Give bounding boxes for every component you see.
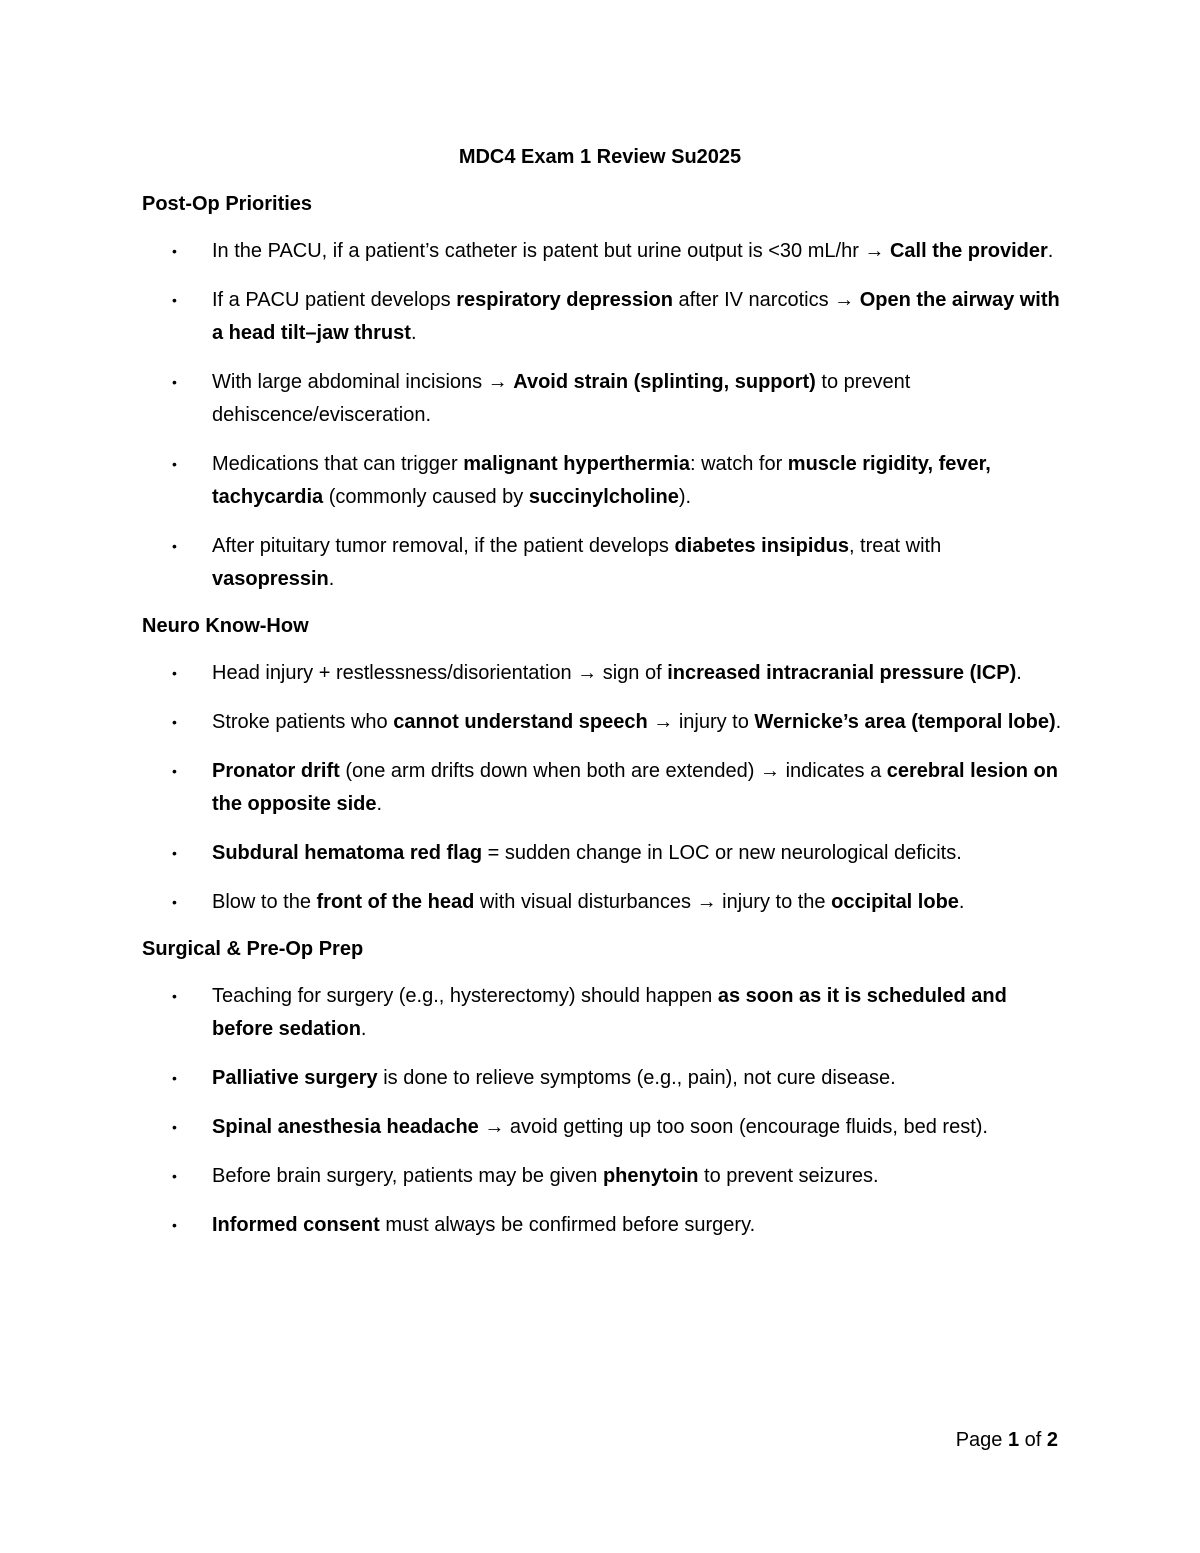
bullet-icon: • bbox=[172, 763, 177, 779]
emphasis-text: Informed consent bbox=[212, 1214, 380, 1236]
document-body bbox=[142, 190, 1062, 1258]
list-item bbox=[142, 1209, 1062, 1242]
list-item bbox=[142, 1062, 1062, 1095]
bullet-list bbox=[142, 235, 1062, 596]
emphasis-text: as soon as it is scheduled and before sedation bbox=[212, 985, 1007, 1040]
bullet-icon: • bbox=[172, 665, 177, 681]
list-item bbox=[142, 235, 1062, 268]
emphasis-text: Subdural hematoma red flag bbox=[212, 842, 483, 864]
section-heading: Post-Op Priorities bbox=[142, 193, 313, 215]
body-text: . bbox=[1047, 240, 1054, 262]
list-item bbox=[142, 755, 1062, 821]
emphasis-text: Call the provider bbox=[889, 240, 1048, 262]
body-text: Before brain surgery, patients may be given bbox=[212, 1165, 603, 1187]
body-text: Head injury + restlessness/disorientation → sign of bbox=[212, 662, 668, 684]
body-text: . bbox=[958, 891, 965, 913]
body-text: . bbox=[410, 322, 417, 344]
body-text: : watch for bbox=[689, 453, 788, 475]
bullet-icon: • bbox=[172, 1119, 177, 1135]
list-item bbox=[142, 980, 1062, 1046]
current-page-number: 1 bbox=[1007, 1429, 1020, 1451]
body-text: , treat with bbox=[848, 535, 942, 557]
emphasis-text: phenytoin bbox=[602, 1165, 699, 1187]
emphasis-text: Wernicke’s area (temporal lobe) bbox=[754, 711, 1056, 733]
emphasis-text: Avoid strain (splinting, support) bbox=[513, 371, 816, 393]
body-text: If a PACU patient develops bbox=[212, 289, 457, 311]
list-item bbox=[142, 886, 1062, 919]
body-text: . bbox=[360, 1018, 367, 1040]
bullet-icon: • bbox=[172, 714, 177, 730]
section-heading: Neuro Know-How bbox=[142, 615, 309, 637]
list-item bbox=[142, 284, 1062, 350]
list-item bbox=[142, 448, 1062, 514]
body-text: after IV narcotics → bbox=[672, 289, 860, 311]
list-item bbox=[142, 1160, 1062, 1193]
emphasis-text: vasopressin bbox=[212, 568, 329, 590]
emphasis-text: cerebral lesion on the opposite side bbox=[212, 760, 1058, 815]
body-text: Stroke patients who bbox=[212, 711, 394, 733]
bullet-icon: • bbox=[172, 1168, 177, 1184]
bullet-list bbox=[142, 980, 1062, 1242]
document-title: MDC4 Exam 1 Review Su2025 bbox=[458, 146, 742, 168]
emphasis-text: respiratory depression bbox=[456, 289, 673, 311]
body-text: (one arm drifts down when both are extended) → indicates a bbox=[339, 760, 887, 782]
emphasis-text: occipital lobe bbox=[831, 891, 959, 913]
body-text: . bbox=[328, 568, 335, 590]
emphasis-text: succinylcholine bbox=[528, 486, 679, 508]
emphasis-text: muscle rigidity, fever, tachycardia bbox=[212, 453, 991, 508]
list-item bbox=[142, 1111, 1062, 1144]
bullet-icon: • bbox=[172, 894, 177, 910]
body-text: must always be confirmed before surgery. bbox=[379, 1214, 756, 1236]
list-item bbox=[142, 657, 1062, 690]
bullet-icon: • bbox=[172, 845, 177, 861]
bullet-icon: • bbox=[172, 456, 177, 472]
bullet-icon: • bbox=[172, 374, 177, 390]
emphasis-text: cannot understand speech bbox=[393, 711, 648, 733]
bullet-icon: • bbox=[172, 292, 177, 308]
page-label: Page bbox=[955, 1429, 1008, 1451]
emphasis-text: Spinal anesthesia headache bbox=[212, 1116, 479, 1138]
emphasis-text: Palliative surgery bbox=[212, 1067, 378, 1089]
body-text: = sudden change in LOC or new neurological deficits. bbox=[482, 842, 962, 864]
bullet-icon: • bbox=[172, 1070, 177, 1086]
bullet-icon: • bbox=[172, 243, 177, 259]
total-page-count: 2 bbox=[1046, 1429, 1058, 1451]
body-text: With large abdominal incisions → bbox=[212, 371, 514, 393]
list-item bbox=[142, 366, 1062, 432]
emphasis-text: Open the airway with a head tilt–jaw thrust bbox=[212, 289, 1060, 344]
body-text: → avoid getting up too soon (encourage fluids, bed rest). bbox=[478, 1116, 988, 1138]
body-text: . bbox=[376, 793, 383, 815]
body-text: (commonly caused by bbox=[323, 486, 529, 508]
body-text: is done to relieve symptoms (e.g., pain), not cure disease. bbox=[377, 1067, 896, 1089]
body-text: to prevent seizures. bbox=[698, 1165, 879, 1187]
bullet-icon: • bbox=[172, 1217, 177, 1233]
bullet-list bbox=[142, 657, 1062, 919]
body-text: Teaching for surgery (e.g., hysterectomy) should happen bbox=[212, 985, 718, 1007]
emphasis-text: malignant hyperthermia bbox=[463, 453, 690, 475]
list-item bbox=[142, 530, 1062, 596]
list-item bbox=[142, 837, 1062, 870]
body-text: In the PACU, if a patient’s catheter is patent but urine output is <30 mL/hr → bbox=[212, 240, 890, 262]
body-text: to prevent dehiscence/evisceration. bbox=[212, 371, 911, 426]
section-heading: Surgical & Pre-Op Prep bbox=[142, 938, 364, 960]
body-text: ). bbox=[678, 486, 692, 508]
emphasis-text: front of the head bbox=[316, 891, 475, 913]
bullet-icon: • bbox=[172, 538, 177, 554]
emphasis-text: increased intracranial pressure (ICP) bbox=[667, 662, 1017, 684]
body-text: with visual disturbances → injury to the bbox=[474, 891, 832, 913]
page-of-label: of bbox=[1019, 1429, 1047, 1451]
list-item bbox=[142, 706, 1062, 739]
page-footer bbox=[956, 1427, 1058, 1453]
emphasis-text: Pronator drift bbox=[212, 760, 340, 782]
body-text: → injury to bbox=[647, 711, 755, 733]
body-text: Blow to the bbox=[212, 891, 317, 913]
body-text: . bbox=[1016, 662, 1022, 684]
emphasis-text: diabetes insipidus bbox=[674, 535, 849, 557]
body-text: . bbox=[1055, 711, 1062, 733]
bullet-icon: • bbox=[172, 988, 177, 1004]
body-text: Medications that can trigger bbox=[212, 453, 464, 475]
body-text: After pituitary tumor removal, if the patient develops bbox=[212, 535, 675, 557]
